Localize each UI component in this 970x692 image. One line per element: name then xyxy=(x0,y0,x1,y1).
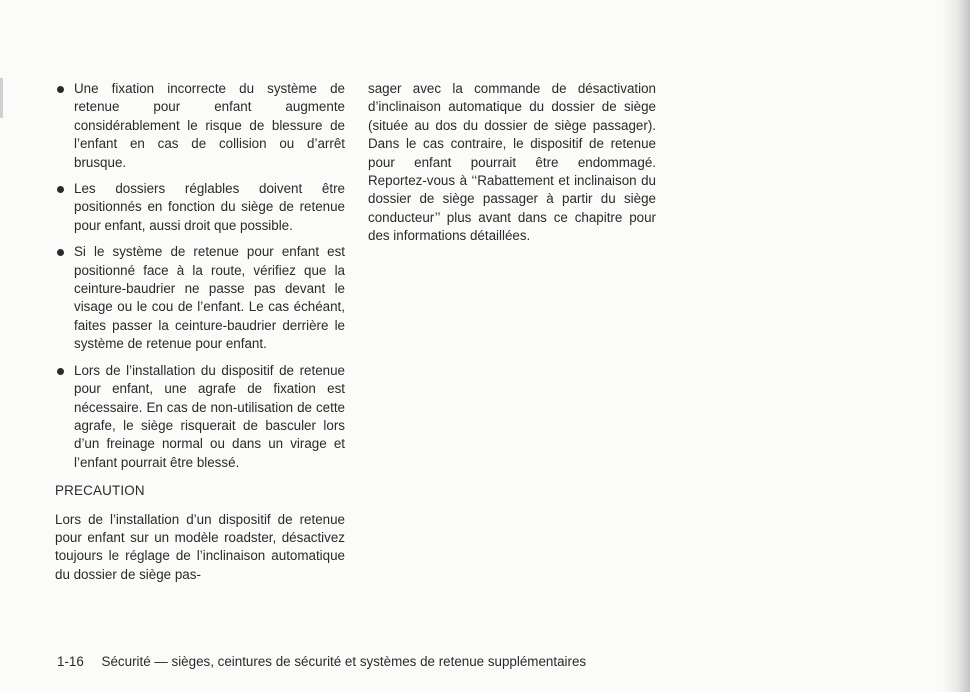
binding-shadow xyxy=(942,0,970,692)
left-column xyxy=(55,80,345,584)
bullet-text: Une fixation incorrecte du système de retenue pour enfant augmente considérablement le risque de blessure de l’enfant en cas de collision ou d’arrêt brusque. xyxy=(74,81,345,170)
bullet-dot-icon xyxy=(57,86,64,93)
bullet-item xyxy=(55,362,345,472)
right-column xyxy=(368,80,656,246)
page-footer xyxy=(57,654,586,670)
bullet-text: Les dossiers réglables doivent être positionnés en fonction du siège de retenue pour enfant, aussi droit que possible. xyxy=(74,181,345,233)
bullet-text: Si le système de retenue pour enfant est positionné face à la route, vérifiez que la ceinture-baudrier ne passe pas devant le visage ou le cou de l’enfant. Le cas échéant, faites passer la ceinture-baudrier derrière le système de retenue pour enfant. xyxy=(74,244,345,352)
bullet-dot-icon xyxy=(57,186,64,193)
precaution-paragraph-continued: sager avec la commande de désactivation d’inclinaison automatique du dossier de siège (située au dos du dossier de siège passager). Dans le cas contraire, le dispositif de retenue pour enfant pourrait être endommagé. Reportez-vous à ‘‘Rabattement et inclinaison du dossier de siège passager à partir du siège conducteur’’ plus avant dans ce chapitre pour des informations détaillées. xyxy=(368,81,656,244)
bullet-item xyxy=(55,243,345,353)
bullet-item xyxy=(55,80,345,172)
section-title: Sécurité — sièges, ceintures de sécurité et systèmes de retenue supplémentaires xyxy=(101,654,587,669)
precaution-paragraph: Lors de l’installation d’un dispositif de retenue pour enfant sur un modèle roadster, désactivez toujours le réglage de l’inclinaison automatique du dossier de siège pas- xyxy=(55,511,345,582)
bullet-dot-icon xyxy=(57,368,64,375)
bullet-dot-icon xyxy=(57,249,64,256)
bullet-text: Lors de l’installation du dispositif de retenue pour enfant, une agrafe de fixation est nécessaire. En cas de non-utilisation de cette agrafe, le siège risquerait de basculer lors d’un freinage normal ou dans un virage et l’enfant pourrait être blessé. xyxy=(74,362,345,470)
bullet-item xyxy=(55,180,345,235)
page-number: 1-16 xyxy=(57,654,84,669)
precaution-heading: PRECAUTION xyxy=(55,483,145,499)
scan-edge-mark xyxy=(0,78,3,118)
